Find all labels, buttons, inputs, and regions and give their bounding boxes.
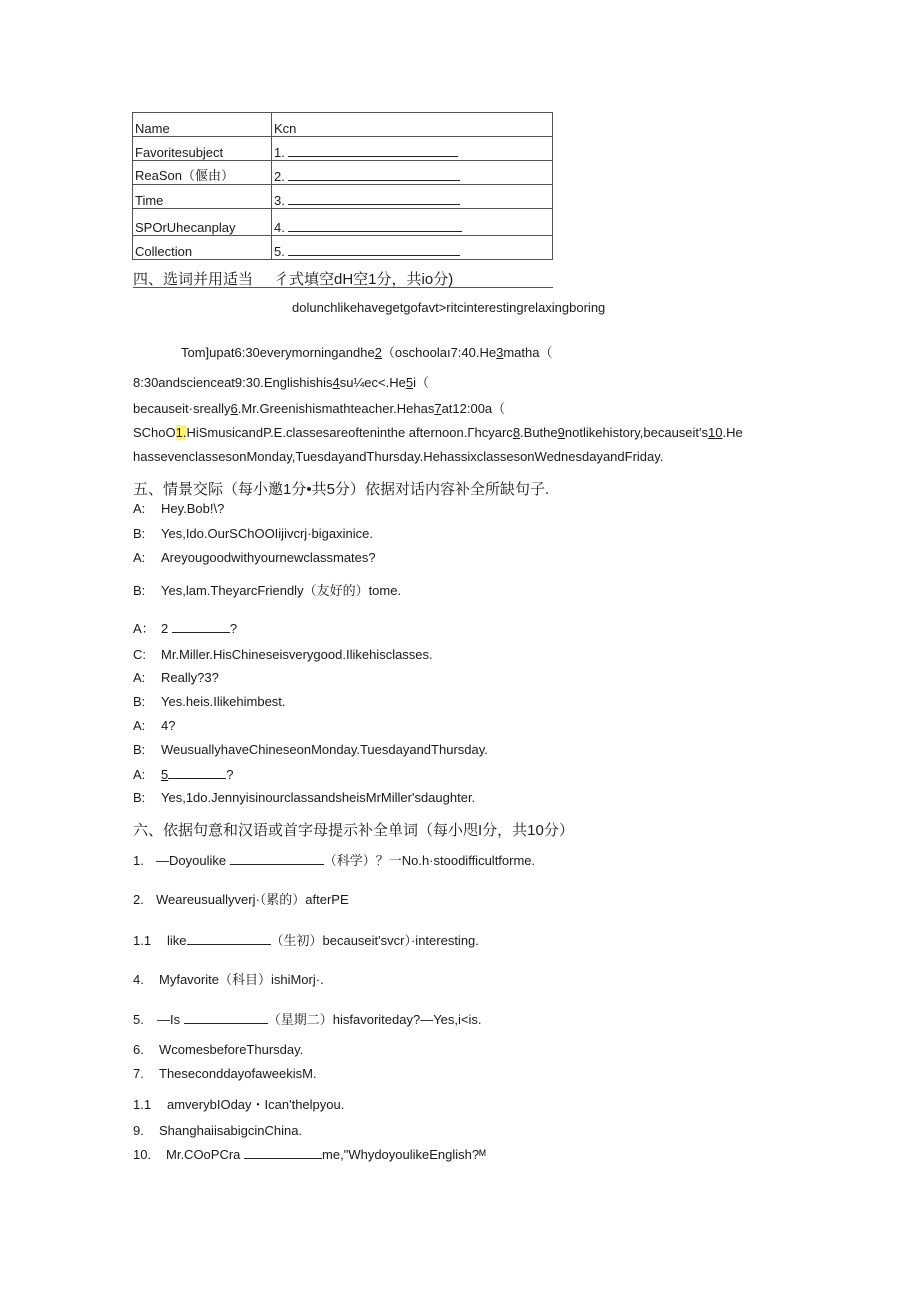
dialogue-tail: ? <box>226 767 234 782</box>
speaker: A: <box>133 670 146 685</box>
dialogue-text: 2 <box>161 621 169 636</box>
item-text: WcomesbeforeThursday. <box>159 1042 304 1057</box>
dialogue-line <box>133 501 224 516</box>
dialogue-text: Mr.Miller.HisChineseisverygood.Ilikehisclasses. <box>161 647 433 662</box>
text: i（ <box>413 375 429 390</box>
item-number: 9. <box>133 1123 144 1138</box>
dialogue-line <box>133 766 233 782</box>
dialogue-line <box>133 790 475 805</box>
item-number: 1.1 <box>133 933 152 948</box>
dialogue-line <box>133 526 373 541</box>
speaker: A: <box>133 718 146 733</box>
answer-blank[interactable] <box>184 1011 268 1024</box>
text: Tom]upat6:30everymorningandhe <box>181 345 375 360</box>
item-text: like <box>167 933 187 948</box>
item-number: 1. <box>133 853 144 868</box>
exercise-item <box>133 1009 482 1028</box>
blank-number[interactable]: 10 <box>708 425 723 440</box>
dialogue-line <box>133 647 433 662</box>
row-value: 3. <box>272 185 553 209</box>
table-row <box>133 161 553 185</box>
speaker: A: <box>133 501 146 516</box>
blank-number[interactable]: 6 <box>230 401 238 416</box>
item-number: 4. <box>133 972 144 987</box>
answer-blank[interactable] <box>288 167 460 181</box>
row-value: 4. <box>272 209 553 236</box>
item-text: Mr.COoPCra <box>166 1147 241 1162</box>
item-text: （星期二）hisfavoriteday?—Yes,i<is. <box>267 1012 482 1027</box>
item-text: （生初）becauseit'svcr）·interesting. <box>270 933 479 948</box>
exercise-item <box>133 1094 344 1113</box>
dialogue-text: Really?3? <box>161 670 219 685</box>
answer-blank[interactable] <box>244 1146 322 1159</box>
dialogue-line <box>133 670 219 685</box>
exercise-item <box>133 1066 317 1081</box>
dialogue-text: Hey.Bob!\? <box>161 501 225 516</box>
row-label: SPOrUhecanplay <box>133 209 272 236</box>
speaker: A: <box>133 550 146 565</box>
text: .He <box>722 425 743 440</box>
item-text: —Doyoulike <box>156 853 227 868</box>
item-number: 7. <box>133 1066 144 1081</box>
passage-line-3 <box>133 398 505 417</box>
item-text: ShanghaiisabigcinChina. <box>159 1123 303 1138</box>
speaker: B: <box>133 742 146 757</box>
table-row <box>133 209 553 236</box>
dialogue-text: WeusuallyhaveChineseonMonday.TuesdayandThursday. <box>161 742 488 757</box>
exercise-item <box>133 1146 486 1162</box>
answer-blank[interactable] <box>288 143 458 157</box>
item-text: TheseconddayofaweekisM. <box>159 1066 317 1081</box>
item-number: 1.1 <box>133 1097 152 1112</box>
section6-heading: 六、依据句意和汉语或首字母提示补全单词（每小咫I分，共10分） <box>133 822 574 839</box>
dialogue-line <box>133 694 286 709</box>
speaker: A: <box>133 767 146 782</box>
exercise-item <box>133 889 349 908</box>
exercise-item <box>133 1123 302 1138</box>
item-number: 6. <box>133 1042 144 1057</box>
text: HiSmusicandP.E.classesareofteninthe afternoon.Γhcyarc <box>186 425 513 440</box>
item-number: 2. <box>133 892 144 907</box>
item-number: 10. <box>133 1147 152 1162</box>
passage-line-1 <box>181 342 552 361</box>
text: notlikehistory,becauseit's <box>564 425 709 440</box>
item-number: 5. <box>133 1012 144 1027</box>
dialogue-line <box>133 718 175 733</box>
answer-blank[interactable] <box>288 218 462 232</box>
blank-number[interactable]: 5 <box>405 375 414 390</box>
speaker: A： <box>133 621 155 636</box>
dialogue-text: Yes,1do.JennyisinourclassandsheisMrMiller'sdaughter. <box>161 790 476 805</box>
dialogue-text: Yes,lam.TheyarcFriendly（友好的）tome. <box>161 583 402 598</box>
highlight: 1. <box>175 425 187 440</box>
exercise-item <box>133 969 324 988</box>
dialogue-text: 5 <box>161 767 169 782</box>
passage-line-4 <box>133 425 743 440</box>
text: SChoO <box>133 425 176 440</box>
table-row <box>133 185 553 209</box>
row-label: Collection <box>133 236 272 260</box>
exercise-item <box>133 1042 303 1057</box>
row-label: Favoritesubject <box>133 137 272 161</box>
blank-number[interactable]: 4 <box>332 375 340 390</box>
row-value: 1. <box>272 137 553 161</box>
item-text: Myfavorite（科目）ishiMorj·. <box>159 972 324 987</box>
text: matha（ <box>503 345 553 360</box>
dialogue-line <box>133 618 237 637</box>
text: （oschoolaı7:40.He <box>381 345 497 360</box>
blank-number[interactable]: 3 <box>496 345 504 360</box>
row-value: Kcn <box>272 113 553 137</box>
item-text: （科学）？一No.h·stoodifficultforme. <box>323 853 536 868</box>
text: su¼ec<.He <box>339 375 406 390</box>
dialogue-text: 4? <box>161 718 176 733</box>
speaker: B: <box>133 694 146 709</box>
section4-heading-left: 四、选词并用适当 <box>133 271 254 288</box>
table-row <box>133 236 553 260</box>
answer-blank[interactable] <box>288 191 460 205</box>
row-value: 2. <box>272 161 553 185</box>
blank-number[interactable]: 9 <box>557 425 565 440</box>
row-value: 5. <box>272 236 553 260</box>
dialogue-text: Yes.heis.Ilikehimbest. <box>161 694 286 709</box>
blank-number[interactable]: 8 <box>512 425 521 440</box>
speaker: B: <box>133 790 146 805</box>
text: .Mr.Greenishismathteacher.Hehas <box>237 401 435 416</box>
info-table <box>132 112 553 260</box>
dialogue-text: Areyougoodwithyournewclassmates? <box>161 550 376 565</box>
exercise-item <box>133 930 479 949</box>
dialogue-line <box>133 550 376 565</box>
text: becauseit·sreally <box>133 401 231 416</box>
passage-line-5: hassevenclassesonMonday,TuesdayandThursday.HehassixclassesonWednesdayandFriday. <box>133 449 664 464</box>
item-text: me,"WhydoyoulikeEnglish?ᴹ <box>322 1147 486 1162</box>
passage-line-2 <box>133 372 429 391</box>
answer-blank[interactable] <box>168 766 226 779</box>
dialogue-line <box>133 580 401 599</box>
text: 8:30andscienceat9:30.Englishishis <box>133 375 333 390</box>
dialogue-tail: ? <box>229 621 238 636</box>
blank-number[interactable]: 7 <box>434 401 442 416</box>
answer-blank[interactable] <box>187 932 271 945</box>
blank-number[interactable]: 2 <box>374 345 382 360</box>
row-label: Name <box>133 113 272 137</box>
table-row <box>133 137 553 161</box>
item-text: —Is <box>157 1012 181 1027</box>
table-row <box>133 113 553 137</box>
item-text: amverybIOday・Ican'thelpyou. <box>167 1097 345 1112</box>
row-label: Time <box>133 185 272 209</box>
speaker: B: <box>133 583 146 598</box>
speaker: B: <box>133 526 146 541</box>
section4-heading <box>133 268 553 288</box>
dialogue-line <box>133 742 488 757</box>
item-text: Weareusuallyverj·（累的）afterPE <box>156 892 349 907</box>
section4-heading-right: 彳式填空dH空1分，共io分) <box>274 271 454 288</box>
row-label: ReaSon（偃由） <box>133 161 272 185</box>
section5-heading: 五、情景交际（每小邀1分•共5分）依据对话内容补全所缺句子. <box>133 481 550 498</box>
answer-blank[interactable] <box>172 620 230 633</box>
text: at12:00a（ <box>441 401 506 416</box>
exercise-item <box>133 850 535 869</box>
speaker: C: <box>133 647 146 662</box>
answer-blank[interactable] <box>230 852 324 865</box>
word-bank: dolunchlikehavegetgofavt>ritcinterestingrelaxingboring <box>292 300 606 315</box>
answer-blank[interactable] <box>288 242 460 256</box>
dialogue-text: Yes,Ido.OurSChOOIijivcrj·bigaxinice. <box>161 526 373 541</box>
text: .Buthe <box>520 425 558 440</box>
